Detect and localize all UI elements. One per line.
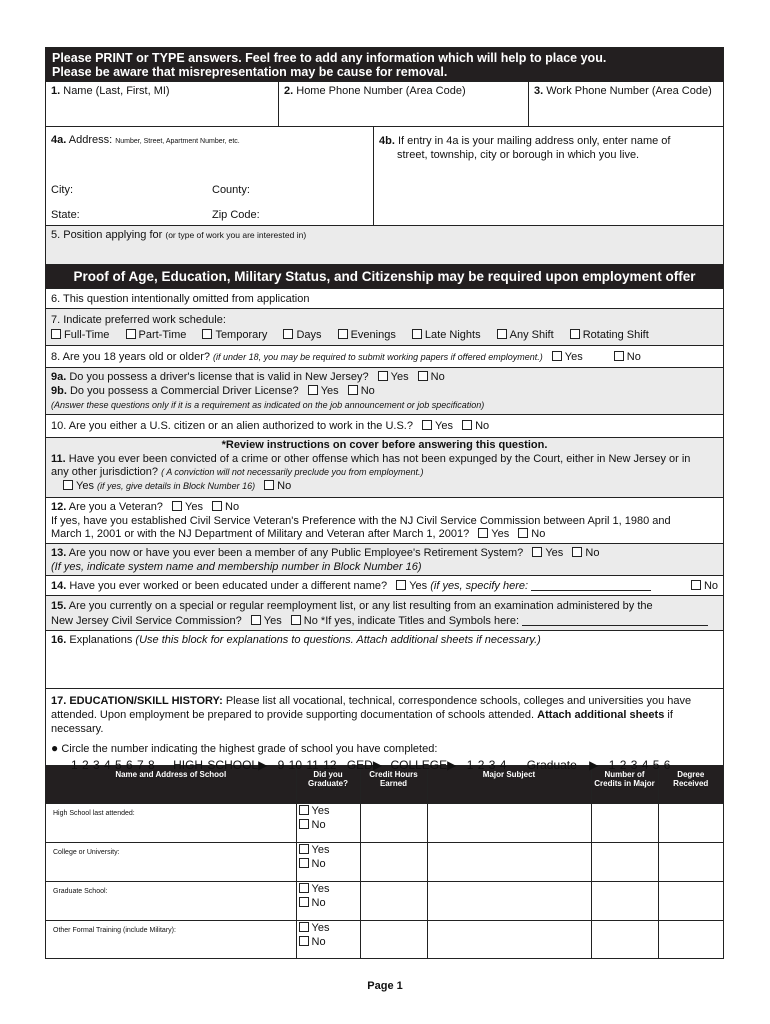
school-row-label[interactable]: College or University: xyxy=(46,842,296,881)
q7-label: 7. Indicate preferred work schedule: xyxy=(51,314,226,326)
q10-label: 10. Are you either a U.S. citizen or an alien authorized to work in the U.S.? xyxy=(51,420,413,432)
arrow-right-icon: ▶ xyxy=(258,758,268,772)
residence-line-2: street, township, city or borough in which you live. xyxy=(397,149,640,161)
zip-label: Zip Code: xyxy=(212,209,260,221)
q17-title: 17. EDUCATION/SKILL HISTORY: xyxy=(51,695,223,707)
position-label: 5. Position applying for xyxy=(51,229,163,241)
credits-in-major-cell[interactable] xyxy=(591,920,658,958)
graduated-cell: Yes No xyxy=(296,842,360,881)
graduated-no-checkbox[interactable] xyxy=(299,858,309,868)
major-subject-cell[interactable] xyxy=(427,920,591,958)
q11-line-2: any other jurisdiction? xyxy=(51,466,159,478)
q11-yes-hint: (if yes, give details in Block Number 16) xyxy=(97,480,256,491)
any-shift-checkbox[interactable] xyxy=(497,329,507,339)
q13-retirement: 13. Are you now or have you ever been a member of any Public Employee's Retirement System? Yes No (If yes, indicate system name and membership number in Block Number 16) xyxy=(46,544,723,576)
graduated-no-checkbox[interactable] xyxy=(299,819,309,829)
q14-other-name: 14. Have you ever worked or been educated under a different name? Yes (if yes, specify here: No xyxy=(46,576,723,596)
table-row xyxy=(46,881,723,920)
days-checkbox[interactable] xyxy=(283,329,293,339)
graduated-cell: Yes No xyxy=(296,803,360,842)
q16-explanations[interactable]: 16. Explanations (Use this block for explanations to questions. Attach additional sheets if necessary.) xyxy=(46,631,723,689)
graduated-yes-checkbox[interactable] xyxy=(299,922,309,932)
credits-in-major-cell[interactable] xyxy=(591,842,658,881)
q13-label: Are you now or have you ever been a member of any Public Employee's Retirement System? xyxy=(68,547,524,559)
city-label: City: xyxy=(51,184,73,196)
elementary-grades[interactable]: 1 2 3 4 5 6 7 8 xyxy=(71,758,155,772)
grade-selector[interactable] xyxy=(51,758,718,772)
school-row-label[interactable]: Other Formal Training (include Military): xyxy=(46,920,296,958)
credit-hours-cell[interactable] xyxy=(360,920,427,958)
q15-line-2: New Jersey Civil Service Commission? xyxy=(51,614,242,627)
college-label: COLLEGE xyxy=(390,758,448,772)
header-line-2: Please be aware that misrepresentation may be cause for removal. xyxy=(52,65,448,79)
credits-in-major-cell[interactable] xyxy=(591,881,658,920)
q16-label: Explanations xyxy=(69,634,133,646)
q9b-yes-checkbox[interactable] xyxy=(308,385,318,395)
contact-row xyxy=(46,82,723,127)
q9b-no-checkbox[interactable] xyxy=(348,385,358,395)
full-time-checkbox[interactable] xyxy=(51,329,61,339)
address-field[interactable]: 4a. Address: Number, Street, Apartment Number, etc. City: County: State: Zip Code: xyxy=(46,127,374,225)
arrow-right-icon: ▶ xyxy=(372,758,383,772)
q9-license: 9a. Do you possess a driver's license that is valid in New Jersey? Yes No 9b. Do you possess a Commercial Driver License? Yes No (Answer these questions only if it is a requirement as indicated on the job announcement or job specification) xyxy=(46,368,723,415)
position-hint: (or type of work you are interested in) xyxy=(165,230,307,240)
major-subject-cell[interactable] xyxy=(427,881,591,920)
col-credit-hours: Credit Hours Earned xyxy=(360,766,427,803)
col-major-subject: Major Subject xyxy=(427,766,591,803)
college-grades[interactable]: 1 2 3 4 xyxy=(466,758,507,772)
q17-education: 17. EDUCATION/SKILL HISTORY: Please list all vocational, technical, correspondence schools, colleges and universities you have attended. Upon employment be prepared to provide supporting documentation of schools attended. Attach additional sheets if necessary. ● Circle the number indicating the highest grade of school you have completed: 1 2 3 4 5 6 7 8 HIGH SCHOOL▶ 9 10 11 12 GED▶ COLLEGE▶ 1 2 3 4 Graduate ▶ 1 2 3 4 5 6 xyxy=(46,689,723,766)
residence-field[interactable]: 4b. If entry in 4a is your mailing address only, enter name of street, township, city or borough in which you live. xyxy=(374,127,723,225)
credit-hours-cell[interactable] xyxy=(360,881,427,920)
graduated-no-checkbox[interactable] xyxy=(299,897,309,907)
q12-no-checkbox[interactable] xyxy=(212,501,222,511)
graduate-grades[interactable]: 1 2 3 4 5 6 xyxy=(608,758,671,772)
q15-no-checkbox[interactable] xyxy=(291,615,301,625)
graduated-cell: Yes No xyxy=(296,881,360,920)
bullet-icon: ● xyxy=(51,741,59,755)
q14-name-line[interactable] xyxy=(531,580,651,591)
q10-yes-checkbox[interactable] xyxy=(422,420,432,430)
q9-note: (Answer these questions only if it is a requirement as indicated on the job announcement or job specification) xyxy=(51,400,485,410)
degree-cell[interactable] xyxy=(658,920,723,958)
col-graduated: Did you Graduate? xyxy=(296,766,360,803)
q12-pref-no-checkbox[interactable] xyxy=(518,528,528,538)
q11-review: *Review instructions on cover before answering this question. xyxy=(221,439,548,451)
state-label: State: xyxy=(51,209,80,221)
q12-line-3: March 1, 2001 or with the NJ Department of Military and Veteran after March 1, 2001? xyxy=(51,528,470,540)
name-label: Name (Last, First, MI) xyxy=(63,85,170,97)
rotating-shift-checkbox[interactable] xyxy=(570,329,580,339)
address-row xyxy=(46,127,723,226)
q6-text: 6. This question intentionally omitted from application xyxy=(46,289,723,309)
home-phone-label: Home Phone Number (Area Code) xyxy=(296,85,466,97)
evenings-checkbox[interactable] xyxy=(338,329,348,339)
major-subject-cell[interactable] xyxy=(427,842,591,881)
q12-veteran: 12. Are you a Veteran? Yes No If yes, have you established Civil Service Veteran's Preference with the NJ Civil Service Commission between April 1, 1980 and March 1, 2001 or with the NJ Department of Military and Veteran after March 1, 2001? Yes No xyxy=(46,498,723,544)
graduated-yes-checkbox[interactable] xyxy=(299,844,309,854)
credit-hours-cell[interactable] xyxy=(360,842,427,881)
q14-no-checkbox[interactable] xyxy=(691,580,701,590)
q14-yes-checkbox[interactable] xyxy=(396,580,406,590)
q12-line-2: If yes, have you established Civil Service Veteran's Preference with the NJ Civil Service Commission between April 1, 1980 and xyxy=(51,514,671,527)
q12-yes-checkbox[interactable] xyxy=(172,501,182,511)
q8-yes-checkbox[interactable] xyxy=(552,351,562,361)
degree-cell[interactable] xyxy=(658,881,723,920)
part-time-checkbox[interactable] xyxy=(126,329,136,339)
degree-cell[interactable] xyxy=(658,842,723,881)
work-phone-field[interactable]: 3. Work Phone Number (Area Code) xyxy=(534,85,712,97)
col-degree: Degree Received xyxy=(658,766,723,803)
q10-no-checkbox[interactable] xyxy=(462,420,472,430)
q14-label: Have you ever worked or been educated under a different name? xyxy=(69,580,388,592)
ged-label[interactable]: GED xyxy=(346,758,373,772)
q7-options: Full-Time Part-Time Temporary Days Evenings Late Nights Any Shift Rotating Shift xyxy=(45,328,718,342)
temporary-checkbox[interactable] xyxy=(202,329,212,339)
school-table xyxy=(46,766,723,958)
name-field[interactable]: 1. Name (Last, First, MI) xyxy=(46,82,279,126)
home-phone-field[interactable]: 2. Home Phone Number (Area Code) xyxy=(279,82,529,126)
table-row xyxy=(46,842,723,881)
q11-yes-checkbox[interactable] xyxy=(63,480,73,490)
graduate-label: Graduate xyxy=(526,758,577,772)
high-school-grades[interactable]: 9 10 11 12 xyxy=(277,758,337,772)
q11-conviction: *Review instructions on cover before answering this question. 11. Have you ever been convicted of a crime or other offense which has not been expunged by the Court, either in New Jersey or in any other jurisdiction? ( A conviction will not necessarily preclude you from employment.) Yes (if yes, give details in Block Number 16) No xyxy=(46,438,723,498)
major-subject-cell[interactable] xyxy=(427,803,591,842)
q9a-no-checkbox[interactable] xyxy=(418,371,428,381)
q10-citizen: 10. Are you either a U.S. citizen or an alien authorized to work in the U.S.? Yes No xyxy=(46,415,723,438)
graduated-yes-checkbox[interactable] xyxy=(299,805,309,815)
county-label: County: xyxy=(212,184,250,196)
table-row xyxy=(46,920,723,958)
q17-circle-instruction: Circle the number indicating the highest grade of school you have completed: xyxy=(61,743,438,755)
school-row-label[interactable]: High School last attended: xyxy=(46,803,296,842)
q11-no-checkbox[interactable] xyxy=(264,480,274,490)
residence-line-1: If entry in 4a is your mailing address only, enter name of xyxy=(397,135,671,147)
q9a-label: Do you possess a driver's license that is valid in New Jersey? xyxy=(69,371,369,383)
q8-label: 8. Are you 18 years old or older? xyxy=(51,351,210,363)
table-row xyxy=(46,803,723,842)
q15-reemployment: 15. Are you currently on a special or regular reemployment list, or any list resulting from an examination administered by the New Jersey Civil Service Commission? Yes No *If yes, indicate Titles and Symbols here: xyxy=(46,596,723,631)
q15-yes-checkbox[interactable] xyxy=(251,615,261,625)
proof-banner: Proof of Age, Education, Military Status, and Citizenship may be required upon employment offer xyxy=(46,265,723,289)
form-header xyxy=(46,48,723,82)
application-form xyxy=(45,47,724,959)
q13-yes-checkbox[interactable] xyxy=(532,547,542,557)
header-line-1: Please PRINT or TYPE answers. Feel free to add any information which will help to place you. xyxy=(52,51,607,65)
page-number: Page 1 xyxy=(367,980,403,992)
q15-titles-label: *If yes, indicate Titles and Symbols here: xyxy=(320,614,520,627)
q9a-yes-checkbox[interactable] xyxy=(378,371,388,381)
q12-pref-yes-checkbox[interactable] xyxy=(478,528,488,538)
degree-cell[interactable] xyxy=(658,803,723,842)
arrow-right-icon: ▶ xyxy=(447,758,457,772)
address-hint: Number, Street, Apartment Number, etc. xyxy=(115,138,240,145)
arrow-right-icon: ▶ xyxy=(589,758,599,772)
q17-text-1: Please list all vocational, technical, correspondence schools, colleges and universities you have xyxy=(225,695,692,707)
graduated-cell: Yes No xyxy=(296,920,360,958)
q16-hint: (Use this block for explanations to questions. Attach additional sheets if necessary.) xyxy=(135,634,541,646)
credit-hours-cell[interactable] xyxy=(360,803,427,842)
credits-in-major-cell[interactable] xyxy=(591,803,658,842)
school-row-label[interactable]: Graduate School: xyxy=(46,881,296,920)
high-school-label: HIGH SCHOOL xyxy=(173,758,259,772)
q12-label: Are you a Veteran? xyxy=(68,501,163,513)
graduated-no-checkbox[interactable] xyxy=(299,936,309,946)
q15-line-1: Are you currently on a special or regular reemployment list, or any list resulting from an examination administered by the xyxy=(68,600,653,612)
col-credits-in-major: Number of Credits in Major xyxy=(591,766,658,803)
work-phone-label: Work Phone Number (Area Code) xyxy=(546,85,712,97)
q9b-label: Do you possess a Commercial Driver License? xyxy=(69,385,299,397)
q15-titles-line[interactable] xyxy=(522,615,708,626)
q13-no-checkbox[interactable] xyxy=(572,547,582,557)
address-label: Address: xyxy=(68,134,113,146)
col-school-name: Name and Address of School xyxy=(46,766,296,803)
graduated-yes-checkbox[interactable] xyxy=(299,883,309,893)
q8-hint: (if under 18, you may be required to submit working papers if offered employment.) xyxy=(213,352,543,362)
q14-yes-hint: (if yes, specify here: xyxy=(430,580,529,592)
position-field[interactable] xyxy=(46,226,723,265)
q8-age: 8. Are you 18 years old or older? (if under 18, you may be required to submit working papers if offered employment.) Yes No xyxy=(46,346,723,368)
q8-no-checkbox[interactable] xyxy=(614,351,624,361)
late-nights-checkbox[interactable] xyxy=(412,329,422,339)
q11-line-1: Have you ever been convicted of a crime or other offense which has not been expunged by the Court, either in New Jersey or in xyxy=(68,452,691,465)
q13-hint: (If yes, indicate system name and membership number in Block Number 16) xyxy=(51,561,422,573)
q7-schedule xyxy=(46,309,723,346)
q11-hint: ( A conviction will not necessarily preclude you from employment.) xyxy=(161,467,424,477)
